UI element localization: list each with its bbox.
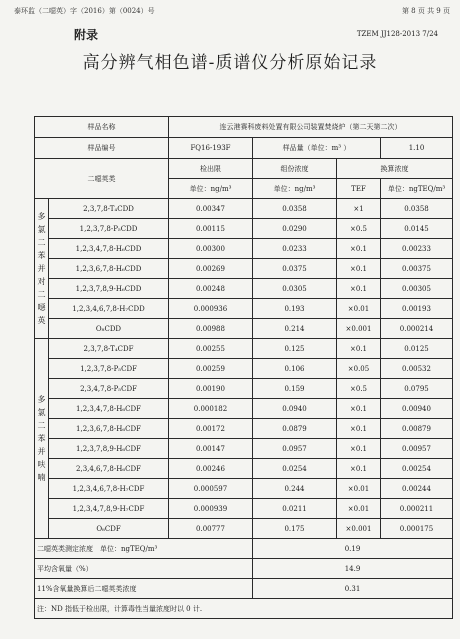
sample-name-label: 样品名称 <box>35 117 169 138</box>
conc-cell: 0.159 <box>253 379 337 399</box>
lod-cell: 0.00255 <box>169 339 253 359</box>
conc-cell: 0.193 <box>253 299 337 319</box>
pcdd-group-label: 多氯二苯并对二噁英 <box>35 199 49 339</box>
compound-name-cell: 1,2,3,7,8,9-H₆CDD <box>49 279 169 299</box>
total-concentration-label: 二噁英类测定浓度 单位：ngTEQ/m³ <box>35 539 253 559</box>
teq-cell: 0.00254 <box>381 459 453 479</box>
teq-cell: 0.0358 <box>381 199 453 219</box>
table-row <box>35 339 453 359</box>
conc-cell: 0.125 <box>253 339 337 359</box>
teq-cell: 0.000214 <box>381 319 453 339</box>
column-header-row <box>35 159 453 179</box>
table-row <box>35 319 453 339</box>
compound-name-cell: 1,2,3,7,8,9-H₆CDF <box>49 439 169 459</box>
tef-cell: ×0.05 <box>337 359 381 379</box>
tef-cell: ×0.1 <box>337 279 381 299</box>
teq-unit: 单位：ngTEQ/m³ <box>381 179 453 199</box>
sample-id-label: 样品编号 <box>35 138 169 159</box>
sample-amount-label: 样品量（单位：m³ ） <box>253 138 381 159</box>
total-concentration-value: 0.19 <box>253 539 453 559</box>
lod-cell: 0.00988 <box>169 319 253 339</box>
table-row <box>35 459 453 479</box>
standard-number: TZEM JJ128-2013 7/24 <box>356 30 438 38</box>
conc-cell: 0.0290 <box>253 219 337 239</box>
table-row <box>35 219 453 239</box>
sample-amount-value: 1.10 <box>381 138 453 159</box>
tef-cell: ×0.01 <box>337 299 381 319</box>
total-concentration-row <box>35 539 453 559</box>
teq-cell: 0.00233 <box>381 239 453 259</box>
conc-cell: 0.0940 <box>253 399 337 419</box>
tef-cell: ×0.1 <box>337 419 381 439</box>
lod-cell: 0.00347 <box>169 199 253 219</box>
corrected-concentration-label: 11%含氧量换算后二噁英类浓度 <box>35 579 253 599</box>
conc-cell: 0.0211 <box>253 499 337 519</box>
conc-cell: 0.0305 <box>253 279 337 299</box>
lod-cell: 0.00115 <box>169 219 253 239</box>
footnote: 注：ND 指低于检出限，计算毒性当量浓度时以 0 计. <box>35 599 453 619</box>
table-row <box>35 519 453 539</box>
lod-cell: 0.000939 <box>169 499 253 519</box>
average-oxygen-value: 14.9 <box>253 559 453 579</box>
compound-name-cell: 1,2,3,4,6,7,8-H₇CDF <box>49 479 169 499</box>
tef-cell: ×0.01 <box>337 479 381 499</box>
document-reference: 泰环监（二噁英）字（2016）第（0024）号 <box>14 7 155 15</box>
table-row <box>35 239 453 259</box>
conc-cell: 0.0233 <box>253 239 337 259</box>
average-oxygen-row <box>35 559 453 579</box>
table-row <box>35 199 453 219</box>
lod-cell: 0.00777 <box>169 519 253 539</box>
sample-name-value: 连云港赛科废料处置有限公司装置焚烧炉（第二天第二次） <box>169 117 453 138</box>
sample-id-value: FQ16-193F <box>169 138 253 159</box>
compound-name-cell: 1,2,3,6,7,8-H₆CDF <box>49 419 169 439</box>
compound-name-cell: O₈CDF <box>49 519 169 539</box>
compound-name-cell: 2,3,7,8-T₄CDD <box>49 199 169 219</box>
lod-cell: 0.00248 <box>169 279 253 299</box>
lod-cell: 0.00269 <box>169 259 253 279</box>
conc-cell: 0.0254 <box>253 459 337 479</box>
tef-cell: ×0.5 <box>337 379 381 399</box>
page-info: 第 8 页 共 9 页 <box>401 7 450 15</box>
lod-cell: 0.000182 <box>169 399 253 419</box>
average-oxygen-label: 平均含氧量（%） <box>35 559 253 579</box>
compound-name-cell: O₈CDD <box>49 319 169 339</box>
lod-cell: 0.00147 <box>169 439 253 459</box>
compound-name-cell: 1,2,3,7,8-P₅CDD <box>49 219 169 239</box>
tef-cell: ×0.1 <box>337 439 381 459</box>
teq-cell: 0.0795 <box>381 379 453 399</box>
lod-cell: 0.00259 <box>169 359 253 379</box>
tef-cell: ×0.5 <box>337 219 381 239</box>
conc-cell: 0.106 <box>253 359 337 379</box>
compound-column-header: 二噁英类 <box>35 159 169 199</box>
tef-cell: ×0.1 <box>337 259 381 279</box>
tef-unit: TEF <box>337 179 381 199</box>
table-row <box>35 359 453 379</box>
table-row <box>35 439 453 459</box>
pcdf-group-label: 多氯二苯并呋喃 <box>35 339 49 539</box>
tef-cell: ×0.1 <box>337 399 381 419</box>
compound-name-cell: 2,3,7,8-T₄CDF <box>49 339 169 359</box>
teq-cell: 0.00305 <box>381 279 453 299</box>
conc-unit: 单位：ng/m³ <box>253 179 337 199</box>
teq-cell: 0.00375 <box>381 259 453 279</box>
teq-cell: 0.00879 <box>381 419 453 439</box>
lod-cell: 0.00172 <box>169 419 253 439</box>
conc-cell: 0.175 <box>253 519 337 539</box>
table-row <box>35 379 453 399</box>
lod-column-header: 检出限 <box>169 159 253 179</box>
lod-cell: 0.00300 <box>169 239 253 259</box>
sample-name-row <box>35 117 453 138</box>
analysis-record-table <box>34 116 453 619</box>
teq-cell: 0.0125 <box>381 339 453 359</box>
lod-cell: 0.00246 <box>169 459 253 479</box>
compound-name-cell: 1,2,3,4,7,8,9-H₇CDF <box>49 499 169 519</box>
conc-cell: 0.0957 <box>253 439 337 459</box>
table-row <box>35 499 453 519</box>
teq-cell: 0.0145 <box>381 219 453 239</box>
tef-cell: ×0.001 <box>337 319 381 339</box>
conc-cell: 0.0358 <box>253 199 337 219</box>
lod-cell: 0.00190 <box>169 379 253 399</box>
tef-cell: ×0.001 <box>337 519 381 539</box>
corrected-concentration-value: 0.31 <box>253 579 453 599</box>
teq-cell: 0.00532 <box>381 359 453 379</box>
teq-cell: 0.000211 <box>381 499 453 519</box>
teq-cell: 0.00193 <box>381 299 453 319</box>
compound-name-cell: 2,3,4,6,7,8-H₆CDF <box>49 459 169 479</box>
tef-cell: ×0.1 <box>337 459 381 479</box>
teq-cell: 0.00244 <box>381 479 453 499</box>
tef-cell: ×0.01 <box>337 499 381 519</box>
table-row <box>35 279 453 299</box>
tef-cell: ×0.1 <box>337 339 381 359</box>
compound-name-cell: 1,2,3,4,6,7,8-H₇CDD <box>49 299 169 319</box>
compound-name-cell: 1,2,3,7,8-P₅CDF <box>49 359 169 379</box>
compound-name-cell: 1,2,3,4,7,8-H₆CDD <box>49 239 169 259</box>
teq-cell: 0.00940 <box>381 399 453 419</box>
lod-unit: 单位：ng/m³ <box>169 179 253 199</box>
table-row <box>35 299 453 319</box>
lod-cell: 0.000936 <box>169 299 253 319</box>
conc-cell: 0.214 <box>253 319 337 339</box>
conc-column-header: 组份浓度 <box>253 159 337 179</box>
conc-cell: 0.0375 <box>253 259 337 279</box>
conc-cell: 0.0879 <box>253 419 337 439</box>
lod-cell: 0.000597 <box>169 479 253 499</box>
annex-label: 附录 <box>74 28 99 42</box>
table-row <box>35 259 453 279</box>
compound-name-cell: 1,2,3,4,7,8-H₆CDF <box>49 399 169 419</box>
table-row <box>35 419 453 439</box>
page-title: 高分辨气相色谱-质谱仪分析原始记录 <box>82 53 378 73</box>
sample-id-row <box>35 138 453 159</box>
tef-cell: ×1 <box>337 199 381 219</box>
teq-cell: 0.00957 <box>381 439 453 459</box>
compound-name-cell: 1,2,3,6,7,8-H₆CDD <box>49 259 169 279</box>
table-row <box>35 479 453 499</box>
tef-cell: ×0.1 <box>337 239 381 259</box>
teq-cell: 0.000175 <box>381 519 453 539</box>
compound-name-cell: 2,3,4,7,8-P₅CDF <box>49 379 169 399</box>
note-row <box>35 599 453 619</box>
converted-column-header: 换算浓度 <box>337 159 453 179</box>
corrected-concentration-row <box>35 579 453 599</box>
conc-cell: 0.244 <box>253 479 337 499</box>
table-row <box>35 399 453 419</box>
